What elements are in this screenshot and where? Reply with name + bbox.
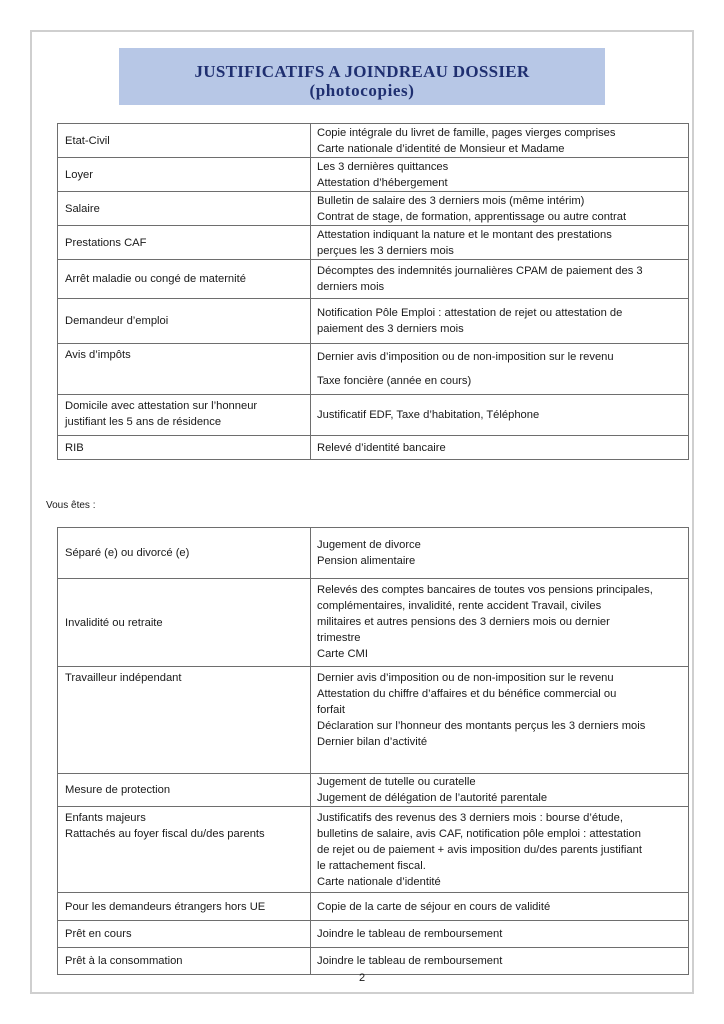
- row-detail-line: Copie intégrale du livret de famille, pages vierges comprises: [317, 126, 616, 139]
- row-details-cell: [311, 344, 689, 395]
- row-details-cell: [311, 395, 689, 436]
- table-row: [58, 192, 689, 226]
- row-label: Domicile avec attestation sur l’honneur: [65, 400, 258, 412]
- row-detail-line: Attestation d’hébergement: [317, 176, 448, 189]
- title-line-2: (photocopies): [309, 81, 415, 100]
- row-details-cell: [311, 299, 689, 344]
- table-row: [58, 579, 689, 667]
- row-detail-line: Relevés des comptes bancaires de toutes vos pensions principales,: [317, 584, 653, 596]
- table-row: [58, 774, 689, 807]
- row-detail-line: perçues les 3 derniers mois: [317, 244, 454, 257]
- row-detail-line: Les 3 dernières quittances: [317, 160, 449, 173]
- row-details-cell: [311, 921, 689, 948]
- row-detail-line: le rattachement fiscal.: [317, 860, 426, 872]
- row-label-cell: [58, 436, 311, 460]
- row-details-cell: [311, 226, 689, 260]
- row-label: Demandeur d’emploi: [65, 315, 169, 327]
- row-detail-line: trimestre: [317, 632, 361, 644]
- row-details-cell: [311, 124, 689, 158]
- table-row: [58, 948, 689, 975]
- row-details-cell: [311, 158, 689, 192]
- row-label: Prêt en cours: [65, 928, 132, 940]
- row-label-cell: [58, 299, 311, 344]
- row-label: Séparé (e) ou divorcé (e): [65, 547, 190, 559]
- table-row: [58, 299, 689, 344]
- row-label: Travailleur indépendant: [65, 672, 182, 684]
- intro-text: Vous êtes :: [46, 500, 96, 511]
- row-details-cell: [311, 528, 689, 579]
- row-label: Mesure de protection: [65, 784, 171, 796]
- table-row: [58, 528, 689, 579]
- row-label: Prêt à la consommation: [65, 955, 183, 967]
- row-label-cell: [58, 948, 311, 975]
- row-detail-line: de rejet ou de paiement + avis imposition du/des parents justifiant: [317, 844, 642, 856]
- page-number: 2: [358, 972, 366, 984]
- row-label: RIB: [65, 441, 84, 454]
- row-detail-line: Attestation du chiffre d’affaires et du bénéfice commercial ou: [317, 688, 617, 700]
- row-label: Rattachés au foyer fiscal du/des parents: [65, 828, 265, 840]
- row-label-cell: [58, 921, 311, 948]
- documents-table: [57, 123, 689, 460]
- row-detail-line: Dernier avis d’imposition ou de non-imposition sur le revenu: [317, 672, 614, 684]
- row-details-cell: [311, 579, 689, 667]
- row-label: Enfants majeurs: [65, 812, 146, 824]
- row-label: Prestations CAF: [65, 236, 147, 249]
- row-label-cell: [58, 774, 311, 807]
- row-label: Salaire: [65, 202, 100, 215]
- row-label-cell: [58, 893, 311, 921]
- row-label-cell: [58, 344, 311, 395]
- row-label: Pour les demandeurs étrangers hors UE: [65, 900, 266, 913]
- row-detail-line: Copie de la carte de séjour en cours de validité: [317, 900, 551, 913]
- table-row: [58, 260, 689, 299]
- row-detail-line: bulletins de salaire, avis CAF, notification pôle emploi : attestation: [317, 828, 641, 840]
- table-row: [58, 124, 689, 158]
- row-detail-line: Joindre le tableau de remboursement: [317, 928, 503, 940]
- row-details-cell: [311, 807, 689, 893]
- row-detail-line: paiement des 3 derniers mois: [317, 323, 464, 335]
- row-label-cell: [58, 395, 311, 436]
- row-detail-line: Contrat de stage, de formation, apprentissage ou autre contrat: [317, 210, 627, 223]
- row-detail-line: Dernier avis d’imposition ou de non-imposition sur le revenu: [317, 351, 614, 363]
- row-detail-line: Pension alimentaire: [317, 555, 416, 567]
- table-row: [58, 158, 689, 192]
- row-label-cell: [58, 158, 311, 192]
- row-label-cell: [58, 528, 311, 579]
- table-row: [58, 921, 689, 948]
- row-detail-line: Jugement de divorce: [317, 539, 421, 551]
- row-detail-line: Attestation indiquant la nature et le montant des prestations: [317, 228, 612, 241]
- row-label: Loyer: [65, 168, 93, 181]
- row-detail-line: Carte nationale d’identité: [317, 876, 441, 888]
- row-label: Avis d’impôts: [65, 349, 131, 361]
- row-label: Etat-Civil: [65, 134, 110, 147]
- row-detail-line: Déclaration sur l’honneur des montants perçus les 3 derniers mois: [317, 720, 646, 732]
- row-details-cell: [311, 260, 689, 299]
- row-detail-line: Jugement de délégation de l’autorité parentale: [317, 792, 548, 804]
- title-line-1: JUSTIFICATIFS A JOINDREAU DOSSIER: [194, 62, 530, 81]
- table-row: [58, 395, 689, 436]
- row-label-cell: [58, 124, 311, 158]
- table-row: [58, 344, 689, 395]
- row-detail-line: Dernier bilan d’activité: [317, 736, 428, 748]
- row-label-cell: [58, 579, 311, 667]
- row-label: justifiant les 5 ans de résidence: [65, 416, 222, 428]
- line-gap: [317, 365, 684, 373]
- row-detail-line: Bulletin de salaire des 3 derniers mois (même intérim): [317, 194, 585, 207]
- row-detail-line: forfait: [317, 704, 345, 716]
- row-detail-line: complémentaires, invalidité, rente accident Travail, civiles: [317, 600, 602, 612]
- row-detail-line: Justificatif EDF, Taxe d’habitation, Téléphone: [317, 409, 540, 421]
- row-detail-line: Notification Pôle Emploi : attestation de rejet ou attestation de: [317, 307, 623, 319]
- row-detail-line: Carte nationale d’identité de Monsieur et Madame: [317, 142, 565, 155]
- row-detail-line: derniers mois: [317, 281, 385, 293]
- table-row: [58, 436, 689, 460]
- title-banner: [119, 48, 605, 105]
- row-details-cell: [311, 774, 689, 807]
- row-details-cell: [311, 436, 689, 460]
- row-detail-line: Joindre le tableau de remboursement: [317, 955, 503, 967]
- row-detail-line: Carte CMI: [317, 648, 368, 660]
- row-detail-line: Relevé d’identité bancaire: [317, 441, 446, 454]
- row-label-cell: [58, 667, 311, 774]
- row-details-cell: [311, 667, 689, 774]
- row-details-cell: [311, 893, 689, 921]
- row-details-cell: [311, 192, 689, 226]
- row-detail-line: Jugement de tutelle ou curatelle: [317, 776, 476, 788]
- row-label: Arrêt maladie ou congé de maternité: [65, 273, 246, 285]
- row-detail-line: Décomptes des indemnités journalières CPAM de paiement des 3: [317, 265, 643, 277]
- row-detail-line: Taxe foncière (année en cours): [317, 375, 472, 387]
- row-label: Invalidité ou retraite: [65, 616, 163, 629]
- situation-table: [57, 527, 689, 975]
- row-label-cell: [58, 260, 311, 299]
- row-detail-line: Justificatifs des revenus des 3 derniers mois : bourse d’étude,: [317, 812, 623, 824]
- row-detail-line: militaires et autres pensions des 3 derniers mois ou dernier: [317, 616, 610, 628]
- table-row: [58, 807, 689, 893]
- row-label-cell: [58, 226, 311, 260]
- table-row: [58, 893, 689, 921]
- table-row: [58, 226, 689, 260]
- row-label-cell: [58, 807, 311, 893]
- row-label-cell: [58, 192, 311, 226]
- row-details-cell: [311, 948, 689, 975]
- table-row: [58, 667, 689, 774]
